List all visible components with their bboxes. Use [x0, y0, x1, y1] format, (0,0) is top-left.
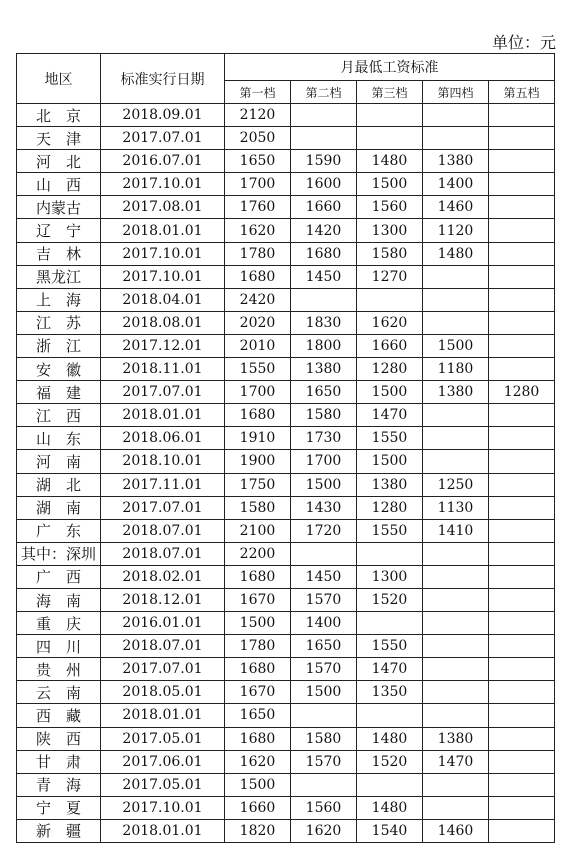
tier-4-cell: [423, 104, 489, 127]
tier-3-cell: [357, 104, 423, 127]
tier-1-cell: 1900: [225, 450, 291, 473]
tier-1-cell: 1820: [225, 819, 291, 842]
tier-5-cell: [489, 358, 555, 381]
region-cell: 云 南: [17, 681, 101, 704]
table-row: [17, 196, 555, 219]
tier-4-cell: 1410: [423, 519, 489, 542]
region-cell: 黑龙江: [17, 265, 101, 288]
tier-3-cell: [357, 773, 423, 796]
tier-3-cell: 1540: [357, 819, 423, 842]
tier-3-cell: [357, 127, 423, 150]
table-row: [17, 750, 555, 773]
tier-4-cell: [423, 681, 489, 704]
tier-4-cell: [423, 311, 489, 334]
tier-5-cell: [489, 773, 555, 796]
tier-3-cell: 1560: [357, 196, 423, 219]
header-tier-5: 第五档: [489, 81, 555, 104]
region-cell: 辽 宁: [17, 219, 101, 242]
region-cell: 湖 南: [17, 496, 101, 519]
date-cell: 2018.12.01: [101, 588, 225, 611]
tier-4-cell: 1480: [423, 242, 489, 265]
tier-4-cell: [423, 612, 489, 635]
tier-3-cell: 1620: [357, 311, 423, 334]
tier-5-cell: [489, 104, 555, 127]
tier-1-cell: 1910: [225, 427, 291, 450]
tier-1-cell: 2120: [225, 104, 291, 127]
tier-5-cell: [489, 150, 555, 173]
date-cell: 2017.12.01: [101, 334, 225, 357]
region-cell: 上 海: [17, 288, 101, 311]
tier-4-cell: 1380: [423, 150, 489, 173]
tier-1-cell: 1500: [225, 773, 291, 796]
date-cell: 2017.07.01: [101, 127, 225, 150]
tier-4-cell: [423, 635, 489, 658]
table-row: [17, 542, 555, 565]
tier-3-cell: 1300: [357, 219, 423, 242]
tier-1-cell: 2020: [225, 311, 291, 334]
tier-4-cell: 1500: [423, 334, 489, 357]
tier-3-cell: 1480: [357, 150, 423, 173]
date-cell: 2018.04.01: [101, 288, 225, 311]
region-cell: 甘 肃: [17, 750, 101, 773]
tier-1-cell: 2050: [225, 127, 291, 150]
table-row: [17, 127, 555, 150]
region-cell: 青 海: [17, 773, 101, 796]
tier-1-cell: 1670: [225, 681, 291, 704]
tier-5-cell: [489, 612, 555, 635]
unit-label: 单位：元: [491, 33, 556, 52]
table-row: [17, 819, 555, 842]
header-tier-4: 第四档: [423, 81, 489, 104]
region-cell: 河 南: [17, 450, 101, 473]
tier-4-cell: [423, 704, 489, 727]
tier-2-cell: 1500: [291, 681, 357, 704]
date-cell: 2018.02.01: [101, 565, 225, 588]
date-cell: 2016.07.01: [101, 150, 225, 173]
table-row: [17, 519, 555, 542]
tier-2-cell: 1570: [291, 750, 357, 773]
date-cell: 2017.05.01: [101, 773, 225, 796]
date-cell: 2018.05.01: [101, 681, 225, 704]
region-cell: 山 东: [17, 427, 101, 450]
tier-2-cell: 1720: [291, 519, 357, 542]
tier-5-cell: [489, 127, 555, 150]
tier-4-cell: [423, 796, 489, 819]
tier-3-cell: 1280: [357, 496, 423, 519]
table-row: [17, 565, 555, 588]
region-cell: 广 东: [17, 519, 101, 542]
tier-4-cell: 1400: [423, 173, 489, 196]
tier-3-cell: 1300: [357, 565, 423, 588]
tier-1-cell: 1650: [225, 150, 291, 173]
tier-4-cell: [423, 404, 489, 427]
tier-4-cell: [423, 127, 489, 150]
date-cell: 2018.10.01: [101, 450, 225, 473]
tier-3-cell: 1550: [357, 519, 423, 542]
region-cell: 其中：深圳: [17, 542, 101, 565]
date-cell: 2018.07.01: [101, 542, 225, 565]
header-tier-1: 第一档: [225, 81, 291, 104]
table-row: [17, 104, 555, 127]
table-row: [17, 381, 555, 404]
date-cell: 2017.05.01: [101, 727, 225, 750]
region-cell: 江 苏: [17, 311, 101, 334]
tier-5-cell: [489, 450, 555, 473]
header-wage-group: 月最低工资标准: [225, 54, 555, 81]
tier-2-cell: 1500: [291, 473, 357, 496]
date-cell: 2017.06.01: [101, 750, 225, 773]
tier-3-cell: 1500: [357, 381, 423, 404]
tier-1-cell: 1750: [225, 473, 291, 496]
date-cell: 2018.06.01: [101, 427, 225, 450]
date-cell: 2018.01.01: [101, 819, 225, 842]
table-row: [17, 612, 555, 635]
date-cell: 2018.09.01: [101, 104, 225, 127]
date-cell: 2017.10.01: [101, 796, 225, 819]
tier-2-cell: [291, 288, 357, 311]
tier-1-cell: 1500: [225, 612, 291, 635]
tier-5-cell: [489, 565, 555, 588]
tier-4-cell: [423, 450, 489, 473]
region-cell: 天 津: [17, 127, 101, 150]
tier-4-cell: 1380: [423, 727, 489, 750]
tier-2-cell: 1730: [291, 427, 357, 450]
minimum-wage-table: [16, 53, 555, 843]
tier-5-cell: [489, 519, 555, 542]
tier-2-cell: 1580: [291, 404, 357, 427]
tier-1-cell: 1760: [225, 196, 291, 219]
region-cell: 浙 江: [17, 334, 101, 357]
tier-5-cell: [489, 173, 555, 196]
tier-1-cell: 1620: [225, 750, 291, 773]
tier-4-cell: [423, 265, 489, 288]
tier-4-cell: [423, 288, 489, 311]
table-row: [17, 265, 555, 288]
tier-3-cell: 1350: [357, 681, 423, 704]
tier-3-cell: 1500: [357, 173, 423, 196]
tier-3-cell: 1480: [357, 727, 423, 750]
tier-5-cell: [489, 681, 555, 704]
date-cell: 2017.08.01: [101, 196, 225, 219]
region-cell: 福 建: [17, 381, 101, 404]
tier-5-cell: [489, 473, 555, 496]
region-cell: 湖 北: [17, 473, 101, 496]
region-cell: 宁 夏: [17, 796, 101, 819]
tier-3-cell: 1480: [357, 796, 423, 819]
region-cell: 陕 西: [17, 727, 101, 750]
tier-3-cell: 1470: [357, 658, 423, 681]
tier-3-cell: [357, 704, 423, 727]
tier-2-cell: 1830: [291, 311, 357, 334]
tier-5-cell: [489, 796, 555, 819]
tier-2-cell: 1660: [291, 196, 357, 219]
tier-1-cell: 1650: [225, 704, 291, 727]
table-row: [17, 311, 555, 334]
tier-1-cell: 1680: [225, 565, 291, 588]
table-row: [17, 404, 555, 427]
table-body: [17, 104, 555, 843]
table-row: [17, 173, 555, 196]
tier-4-cell: 1250: [423, 473, 489, 496]
tier-2-cell: 1450: [291, 565, 357, 588]
tier-5-cell: [489, 658, 555, 681]
region-cell: 吉 林: [17, 242, 101, 265]
tier-1-cell: 1680: [225, 727, 291, 750]
tier-2-cell: 1570: [291, 588, 357, 611]
tier-3-cell: 1380: [357, 473, 423, 496]
tier-2-cell: 1650: [291, 381, 357, 404]
tier-2-cell: 1800: [291, 334, 357, 357]
tier-2-cell: 1380: [291, 358, 357, 381]
tier-2-cell: [291, 104, 357, 127]
table-row: [17, 635, 555, 658]
tier-1-cell: 1550: [225, 358, 291, 381]
table-row: [17, 496, 555, 519]
tier-3-cell: 1470: [357, 404, 423, 427]
tier-3-cell: 1280: [357, 358, 423, 381]
tier-4-cell: [423, 565, 489, 588]
region-cell: 安 徽: [17, 358, 101, 381]
tier-5-cell: [489, 588, 555, 611]
tier-3-cell: [357, 288, 423, 311]
date-cell: 2017.10.01: [101, 173, 225, 196]
tier-4-cell: [423, 658, 489, 681]
tier-5-cell: [489, 196, 555, 219]
table-row: [17, 473, 555, 496]
tier-4-cell: [423, 427, 489, 450]
table-row: [17, 427, 555, 450]
tier-4-cell: 1470: [423, 750, 489, 773]
date-cell: 2017.07.01: [101, 381, 225, 404]
table-row: [17, 588, 555, 611]
tier-1-cell: 1670: [225, 588, 291, 611]
tier-5-cell: [489, 427, 555, 450]
date-cell: 2018.11.01: [101, 358, 225, 381]
tier-2-cell: 1450: [291, 265, 357, 288]
tier-2-cell: 1620: [291, 819, 357, 842]
table-row: [17, 219, 555, 242]
date-cell: 2018.07.01: [101, 635, 225, 658]
tier-4-cell: 1380: [423, 381, 489, 404]
tier-2-cell: [291, 127, 357, 150]
tier-2-cell: 1650: [291, 635, 357, 658]
tier-1-cell: 1680: [225, 404, 291, 427]
tier-4-cell: 1180: [423, 358, 489, 381]
tier-3-cell: 1580: [357, 242, 423, 265]
date-cell: 2017.11.01: [101, 473, 225, 496]
tier-2-cell: 1600: [291, 173, 357, 196]
tier-5-cell: [489, 542, 555, 565]
tier-1-cell: 2420: [225, 288, 291, 311]
tier-1-cell: 1580: [225, 496, 291, 519]
region-cell: 江 西: [17, 404, 101, 427]
tier-2-cell: 1590: [291, 150, 357, 173]
table-row: [17, 242, 555, 265]
tier-2-cell: 1430: [291, 496, 357, 519]
date-cell: 2017.07.01: [101, 496, 225, 519]
tier-5-cell: [489, 219, 555, 242]
header-date: 标准实行日期: [101, 54, 225, 104]
tier-4-cell: [423, 542, 489, 565]
tier-5-cell: [489, 288, 555, 311]
header-region: 地区: [17, 54, 101, 104]
header-tier-3: 第三档: [357, 81, 423, 104]
table-row: [17, 773, 555, 796]
tier-3-cell: 1520: [357, 750, 423, 773]
tier-1-cell: 1700: [225, 173, 291, 196]
tier-3-cell: 1550: [357, 427, 423, 450]
tier-1-cell: 2010: [225, 334, 291, 357]
region-cell: 北 京: [17, 104, 101, 127]
header-tier-2: 第二档: [291, 81, 357, 104]
table-row: [17, 681, 555, 704]
tier-2-cell: 1560: [291, 796, 357, 819]
table-row: [17, 727, 555, 750]
tier-4-cell: 1460: [423, 196, 489, 219]
tier-5-cell: [489, 311, 555, 334]
tier-1-cell: 2100: [225, 519, 291, 542]
table-row: [17, 334, 555, 357]
tier-5-cell: [489, 334, 555, 357]
tier-3-cell: 1500: [357, 450, 423, 473]
region-cell: 内蒙古: [17, 196, 101, 219]
date-cell: 2018.01.01: [101, 219, 225, 242]
tier-2-cell: 1570: [291, 658, 357, 681]
tier-4-cell: 1130: [423, 496, 489, 519]
table-row: [17, 796, 555, 819]
tier-5-cell: [489, 727, 555, 750]
table-row: [17, 658, 555, 681]
tier-5-cell: [489, 265, 555, 288]
tier-5-cell: [489, 750, 555, 773]
region-cell: 西 藏: [17, 704, 101, 727]
date-cell: 2018.08.01: [101, 311, 225, 334]
region-cell: 山 西: [17, 173, 101, 196]
tier-3-cell: 1660: [357, 334, 423, 357]
region-cell: 贵 州: [17, 658, 101, 681]
tier-5-cell: [489, 704, 555, 727]
tier-2-cell: 1680: [291, 242, 357, 265]
tier-2-cell: [291, 704, 357, 727]
tier-2-cell: [291, 773, 357, 796]
tier-3-cell: 1520: [357, 588, 423, 611]
tier-1-cell: 1780: [225, 635, 291, 658]
tier-5-cell: [489, 819, 555, 842]
table-row: [17, 358, 555, 381]
tier-3-cell: 1550: [357, 635, 423, 658]
table-row: [17, 704, 555, 727]
region-cell: 四 川: [17, 635, 101, 658]
table-row: [17, 288, 555, 311]
region-cell: 新 疆: [17, 819, 101, 842]
tier-5-cell: [489, 496, 555, 519]
table-header: [17, 54, 555, 104]
tier-2-cell: 1700: [291, 450, 357, 473]
date-cell: 2017.10.01: [101, 265, 225, 288]
tier-4-cell: [423, 588, 489, 611]
tier-4-cell: [423, 773, 489, 796]
table-row: [17, 150, 555, 173]
tier-2-cell: [291, 542, 357, 565]
tier-2-cell: 1580: [291, 727, 357, 750]
tier-1-cell: 1620: [225, 219, 291, 242]
tier-1-cell: 1660: [225, 796, 291, 819]
region-cell: 海 南: [17, 588, 101, 611]
date-cell: 2018.01.01: [101, 404, 225, 427]
date-cell: 2017.10.01: [101, 242, 225, 265]
table-row: [17, 450, 555, 473]
tier-5-cell: [489, 242, 555, 265]
tier-3-cell: 1270: [357, 265, 423, 288]
tier-4-cell: 1460: [423, 819, 489, 842]
date-cell: 2017.07.01: [101, 658, 225, 681]
tier-5-cell: [489, 635, 555, 658]
date-cell: 2016.01.01: [101, 612, 225, 635]
tier-1-cell: 1680: [225, 265, 291, 288]
date-cell: 2018.01.01: [101, 704, 225, 727]
tier-5-cell: [489, 404, 555, 427]
tier-2-cell: 1400: [291, 612, 357, 635]
tier-1-cell: 1700: [225, 381, 291, 404]
tier-3-cell: [357, 612, 423, 635]
tier-1-cell: 1780: [225, 242, 291, 265]
tier-1-cell: 2200: [225, 542, 291, 565]
date-cell: 2018.07.01: [101, 519, 225, 542]
tier-1-cell: 1680: [225, 658, 291, 681]
tier-5-cell: 1280: [489, 381, 555, 404]
tier-3-cell: [357, 542, 423, 565]
region-cell: 重 庆: [17, 612, 101, 635]
region-cell: 广 西: [17, 565, 101, 588]
tier-4-cell: 1120: [423, 219, 489, 242]
region-cell: 河 北: [17, 150, 101, 173]
tier-2-cell: 1420: [291, 219, 357, 242]
